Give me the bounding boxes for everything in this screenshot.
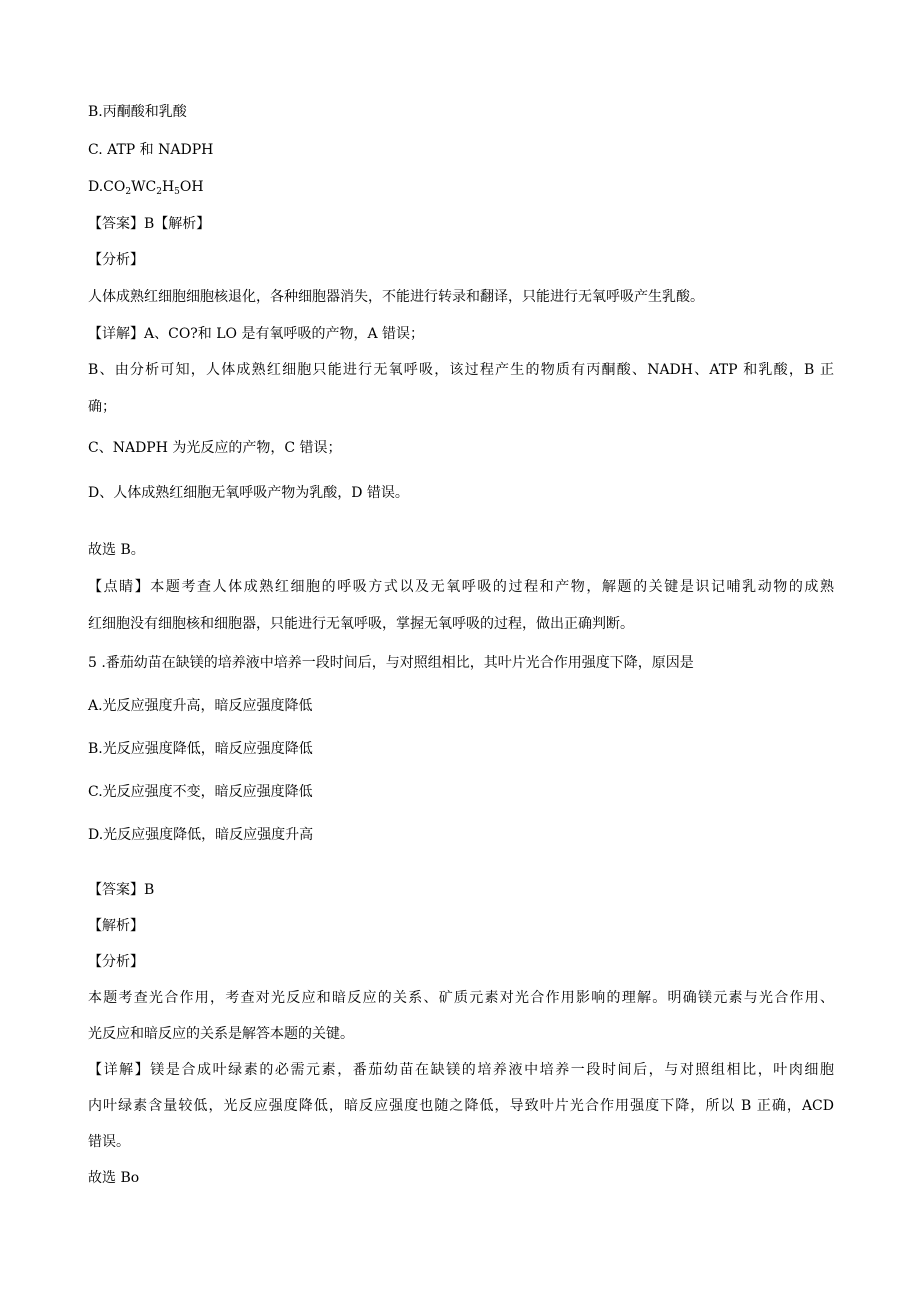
q4-option-d-sub: 2 — [125, 187, 132, 197]
q4-option-d-part: H — [161, 179, 175, 195]
q5-option-c: C.光反应强度不变，暗反应强度降低 — [88, 784, 313, 800]
q4-option-d-sub: 5 — [174, 187, 180, 197]
q5-answer: 【答案】B — [88, 882, 155, 898]
q4-analysis-text: 人体成熟红细胞细胞核退化，各种细胞器消失，不能进行转录和翻译，只能进行无氧呼吸产生乳酸。 — [88, 289, 704, 305]
q4-detail-d: D、人体成熟红细胞无氧呼吸产物为乳酸，D 错误。 — [88, 485, 409, 501]
q5-explain-heading: 【解析】 — [88, 918, 144, 934]
q4-option-d-sub: 2 — [156, 187, 162, 197]
q4-option-b: B.丙酮酸和乳酸 — [88, 104, 187, 120]
q4-answer: 【答案】B【解析】 — [88, 216, 211, 232]
q4-detail-b-line2: 确； — [88, 399, 116, 415]
q5-analysis-line1: 本题考查光合作用，考查对光反应和暗反应的关系、矿质元素对光合作用影响的理解。明确镁元素与光合作用、 — [88, 990, 834, 1006]
q5-stem: 5 .番茄幼苗在缺镁的培养液中培养一段时间后，与对照组相比，其叶片光合作用强度下降，原因是 — [88, 655, 694, 671]
q4-option-d — [88, 177, 834, 197]
q5-choose: 故选 Bo — [88, 1170, 140, 1186]
q5-detail-line1: 【详解】镁是合成叶绿素的必需元素，番茄幼苗在缺镁的培养液中培养一段时间后，与对照组相比，叶肉细胞 — [88, 1062, 834, 1078]
q4-detail-b-line1: B、由分析可知，人体成熟红细胞只能进行无氧呼吸，该过程产生的物质有丙酮酸、NADH、ATP 和乳酸，B 正 — [88, 362, 834, 378]
q5-analysis-heading: 【分析】 — [88, 954, 144, 970]
q5-detail-line2: 内叶绿素含量较低，光反应强度降低，暗反应强度也随之降低，导致叶片光合作用强度下降，所以 B 正确，ACD — [88, 1098, 834, 1114]
q4-comment-line1: 【点睛】本题考查人体成熟红细胞的呼吸方式以及无氧呼吸的过程和产物，解题的关键是识记哺乳动物的成熟 — [88, 579, 834, 595]
q4-option-d-part: OH — [179, 179, 204, 195]
q4-detail-c: C、NADPH 为光反应的产物，C 错误； — [88, 440, 342, 456]
q4-detail-a: 【详解】A、CO?和 LO 是有氧呼吸的产物，A 错误； — [88, 326, 425, 342]
q4-analysis-heading: 【分析】 — [88, 252, 144, 268]
q5-detail-line3: 错误。 — [88, 1134, 130, 1150]
q5-option-d: D.光反应强度降低，暗反应强度升高 — [88, 827, 314, 843]
q5-option-a: A.光反应强度升高，暗反应强度降低 — [88, 698, 313, 714]
q4-option-d-part: D.CO — [88, 179, 126, 195]
q5-option-b: B.光反应强度降低，暗反应强度降低 — [88, 741, 313, 757]
q4-option-d-part: WC — [131, 179, 157, 195]
q4-comment-line2: 红细胞没有细胞核和细胞器，只能进行无氧呼吸，掌握无氧呼吸的过程，做出正确判断。 — [88, 616, 634, 632]
q4-option-c: C. ATP 和 NADPH — [88, 142, 214, 158]
q4-choose: 故选 B。 — [88, 542, 145, 558]
q5-analysis-line2: 光反应和暗反应的关系是解答本题的关键。 — [88, 1026, 354, 1042]
